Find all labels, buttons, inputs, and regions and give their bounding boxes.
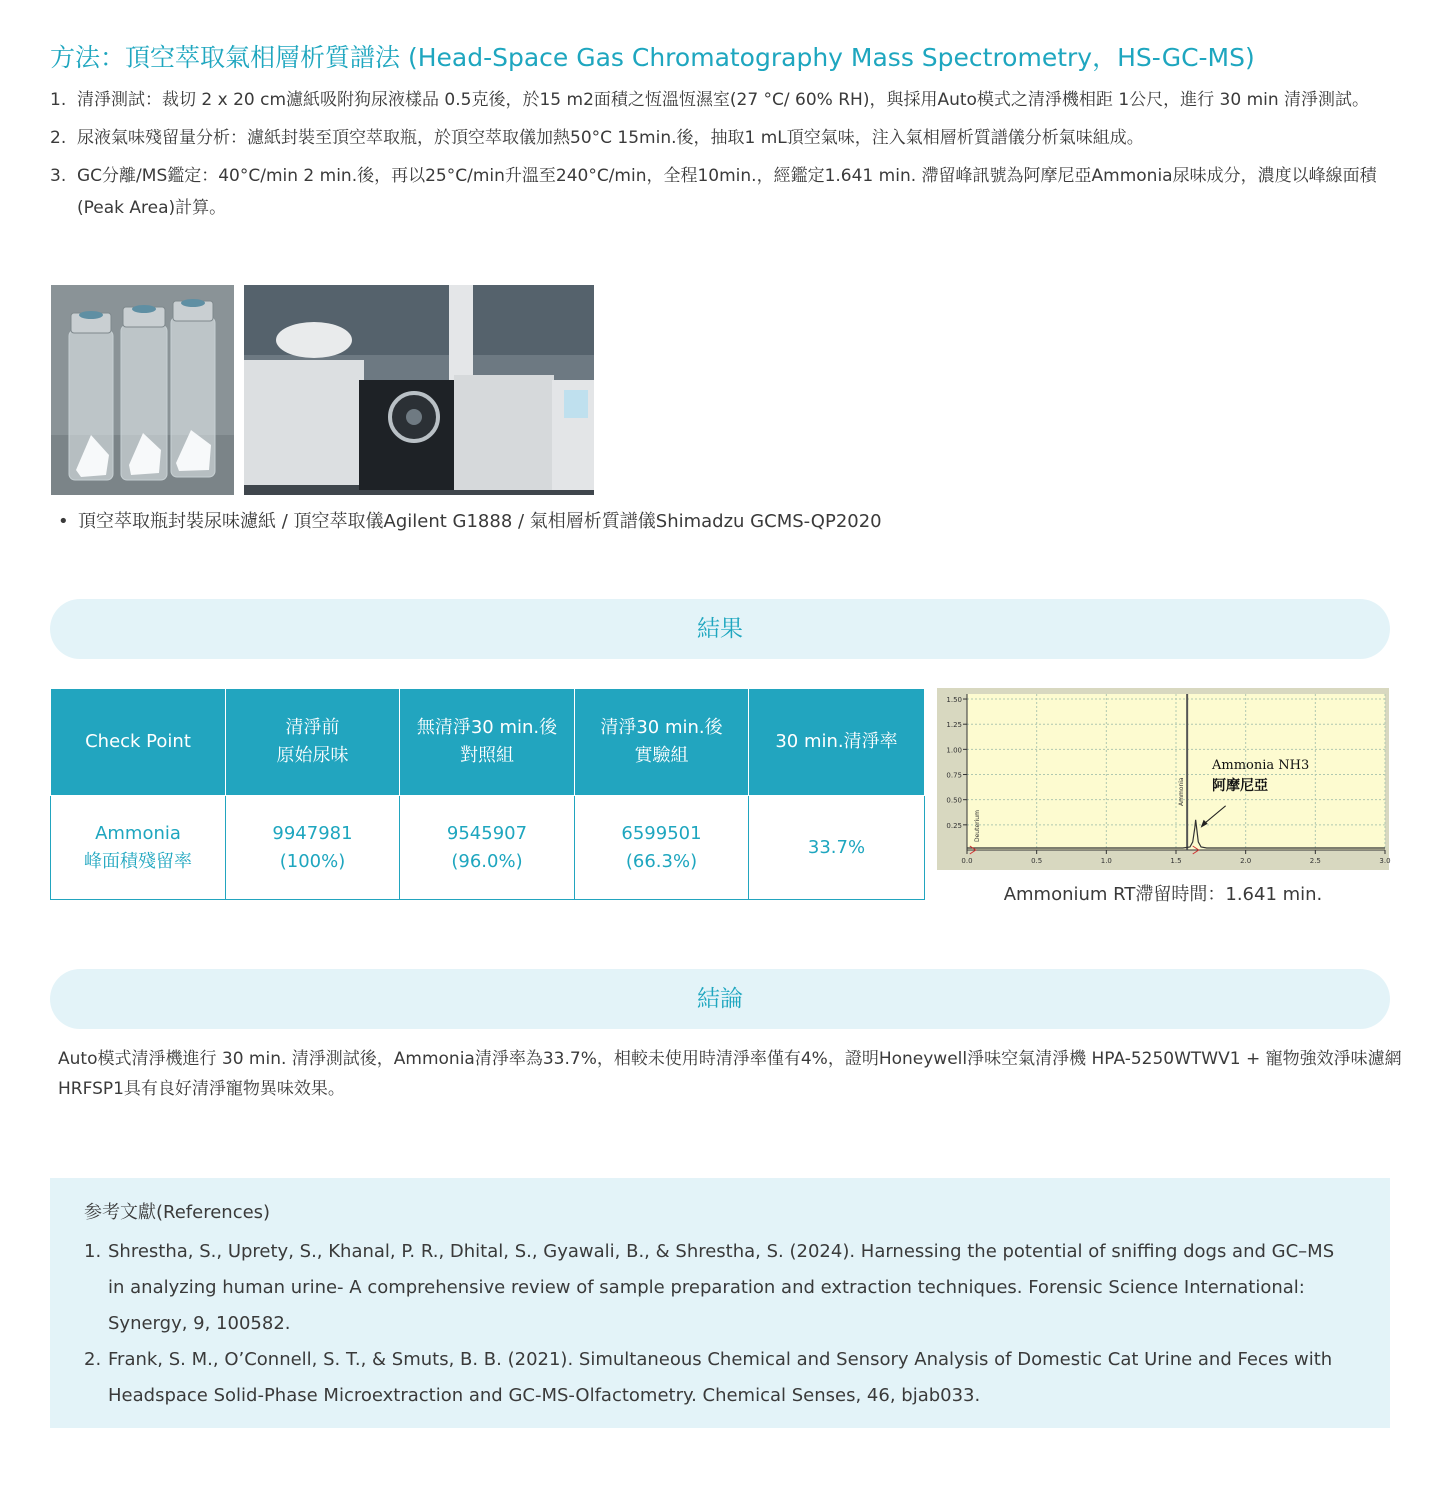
header-check-point: Check Point: [51, 689, 226, 796]
header-clean-rate: 30 min.清淨率: [749, 689, 925, 796]
axis-side-label: Deuterium: [974, 810, 981, 842]
results-table: [50, 688, 925, 900]
conclusion-text: Auto模式清淨機進行 30 min. 清淨測試後，Ammonia清淨率為33.7%，相較未使用時清淨率僅有4%，證明Honeywell淨味空氣清淨機 HPA-5250WTWV1 + 寵物強效淨味濾網HRFSP1具有良好清淨寵物異味效果。: [58, 1049, 1402, 1099]
x-tick-label: 3.0: [1379, 857, 1391, 865]
table-row: [51, 796, 925, 900]
cell-clean-rate: 33.7%: [749, 796, 925, 900]
bullet: •: [58, 511, 69, 532]
chromatogram-chart: [937, 688, 1389, 870]
reference-number: 1.: [84, 1241, 102, 1262]
reference-text: Frank, S. M., O’Connell, S. T., & Smuts, B. B. (2021). Simultaneous Chemical and Sensory Analysis of Domestic Cat Urine and Feces with Headspace Solid-Phase Microextraction and GC-MS-Olfactometry. Chemical Senses, 46, bjab033.: [108, 1349, 1333, 1406]
vials-photo: [51, 285, 234, 495]
caption-text: 頂空萃取瓶封裝尿味濾紙 / 頂空萃取儀Agilent G1888 / 氣相層析質譜儀Shimadzu GCMS-QP2020: [78, 511, 882, 532]
references-list: [84, 1234, 1356, 1414]
x-tick-label: 2.0: [1240, 857, 1252, 865]
y-tick-label: 0.50: [946, 796, 962, 805]
header-before: 清淨前 原始尿味: [226, 689, 400, 796]
step-text: GC分離/MS鑑定：40°C/min 2 min.後，再以25°C/min升溫至240°C/min，全程10min.，經鑑定1.641 min. 滯留峰訊號為阿摩尼亞Ammonia尿味成分，濃度以峰線面積(Peak Area)計算。: [77, 166, 1377, 218]
y-tick-label: 1.25: [946, 721, 962, 730]
photo-caption: [58, 508, 882, 536]
x-tick-label: 1.0: [1100, 857, 1112, 865]
results-banner: 結果: [50, 599, 1390, 659]
y-tick-label: 1.00: [946, 746, 962, 755]
list-item: [84, 1342, 1356, 1414]
chromatogram-svg: [937, 688, 1389, 870]
conclusion-banner: 結論: [50, 969, 1390, 1029]
header-control: 無清淨30 min.後 對照組: [400, 689, 575, 796]
peak-side-label: Ammonia: [1178, 777, 1186, 806]
references-box: [50, 1178, 1390, 1428]
vials-illustration: [51, 285, 234, 495]
y-tick-label: 0.75: [946, 771, 962, 780]
step-number: 1.: [50, 90, 67, 110]
instrument-illustration: [244, 285, 594, 495]
cell-control: 9545907 (96.0%): [400, 796, 575, 900]
step-text: 尿液氣味殘留量分析：濾紙封裝至頂空萃取瓶，於頂空萃取儀加熱50°C 15min.後，抽取1 mL頂空氣味，注入氣相層析質譜儀分析氣味組成。: [77, 128, 1144, 148]
method-steps: [50, 84, 1400, 230]
step-text: 清淨測試：裁切 2 x 20 cm濾紙吸附狗尿液樣品 0.5克後，於15 m2面積之恆溫恆濕室(27 °C/ 60% RH)，與採用Auto模式之清淨機相距 1公尺，進行 30 min 清淨測試。: [77, 90, 1370, 110]
reference-number: 2.: [84, 1349, 102, 1370]
method-step: [50, 84, 1400, 116]
cell-check-point: Ammonia 峰面積殘留率: [51, 796, 226, 900]
header-experiment: 清淨30 min.後 實驗組: [575, 689, 749, 796]
x-tick-label: 1.5: [1170, 857, 1182, 865]
method-step: [50, 160, 1400, 224]
gcms-instrument-photo: [244, 285, 594, 495]
annotation-label: 阿摩尼亞: [1212, 778, 1268, 794]
table-header-row: [51, 689, 925, 796]
x-tick-label: 0.5: [1031, 857, 1043, 865]
y-tick-label: 1.50: [946, 696, 962, 705]
x-tick-label: 2.5: [1309, 857, 1321, 865]
chart-caption: Ammonium RT滯留時間：1.641 min.: [1003, 884, 1323, 905]
x-tick-label: 0.0: [961, 857, 973, 865]
annotation-label: Ammonia NH3: [1212, 758, 1310, 773]
cell-before: 9947981 (100%): [226, 796, 400, 900]
reference-text: Shrestha, S., Uprety, S., Khanal, P. R., Dhital, S., Gyawali, B., & Shrestha, S. (2024). Harnessing the potential of sniffing dogs and GC–MS in analyzing human urine- A comprehensive review of sample preparation and extraction techniques. Forensic Science International: Synergy, 9, 100582.: [108, 1241, 1335, 1334]
list-item: [84, 1234, 1356, 1342]
method-title: 方法：頂空萃取氣相層析質譜法 (Head-Space Gas Chromatography Mass Spectrometry，HS-GC-MS): [50, 43, 1255, 72]
method-step: [50, 122, 1400, 154]
cell-experiment: 6599501 (66.3%): [575, 796, 749, 900]
step-number: 3.: [50, 166, 67, 186]
step-number: 2.: [50, 128, 67, 148]
y-tick-label: 0.25: [946, 821, 962, 830]
references-title: 参考文獻(References): [84, 1202, 271, 1223]
